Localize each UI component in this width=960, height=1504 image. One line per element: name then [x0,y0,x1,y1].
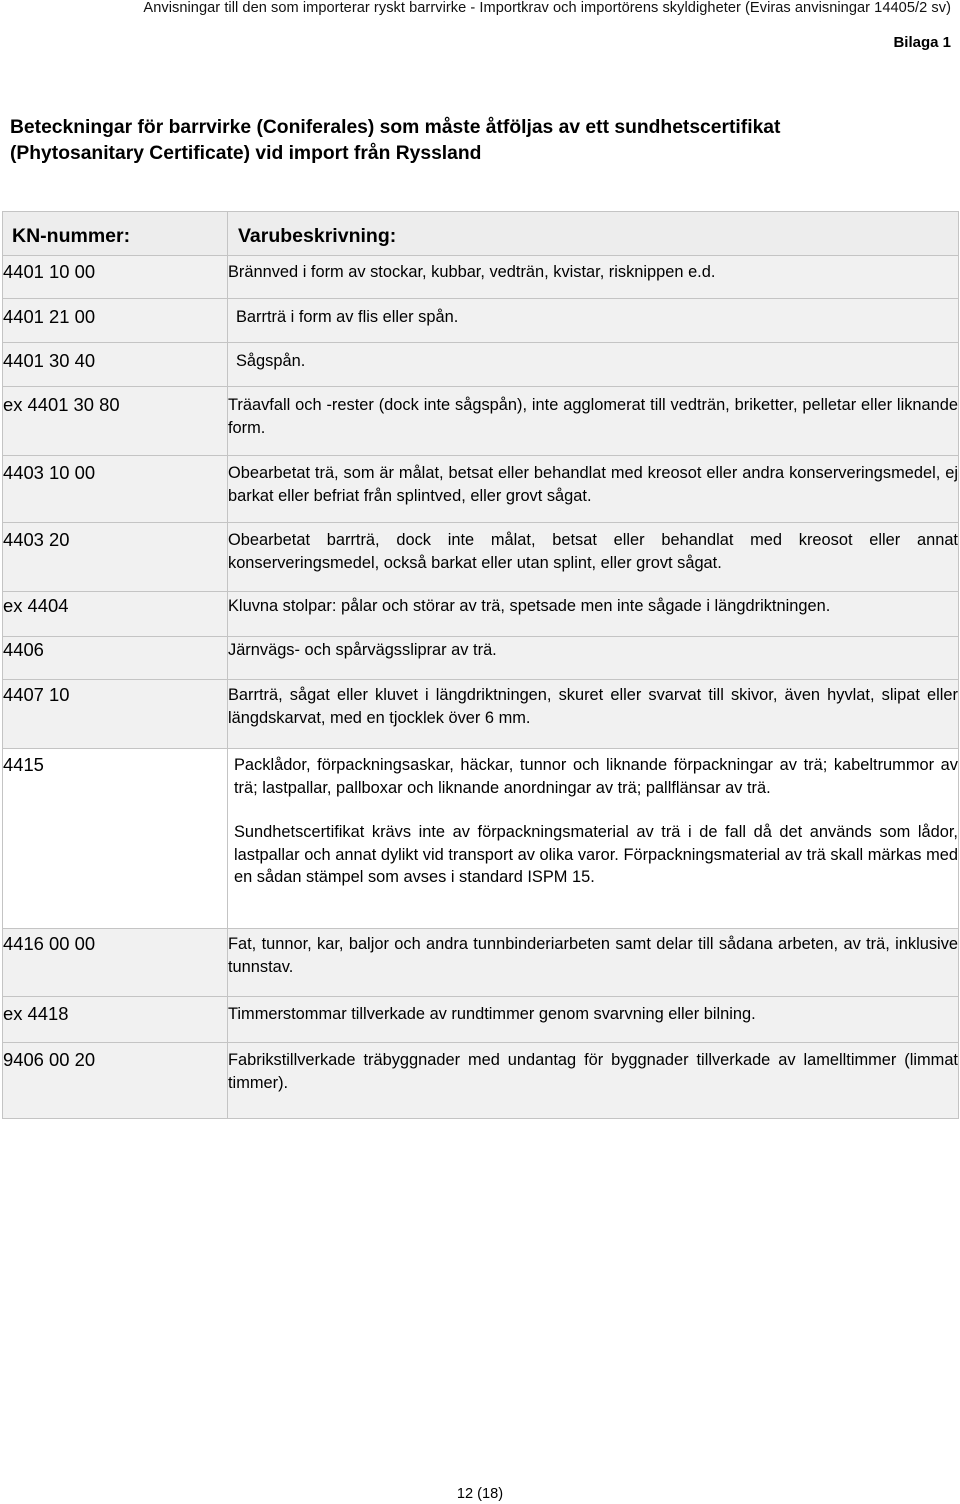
table-row [3,680,959,749]
table-row [3,929,959,997]
description: Sågspån. [228,343,959,387]
col-header-description: Varubeskrivning: [228,212,959,256]
description-note: Sundhetscertifikat krävs inte av förpackningsmaterial av trä i de fall då det används som lådor, lastpallar och annat dylikt vid transport av olika varor. Förpackningsmaterial av trä skall märkas med en sådan stämpel som avses i standard ISPM 15. [234,823,958,886]
kn-code: 4407 10 [3,680,228,749]
title-line-2: (Phytosanitary Certificate) vid import från Ryssland [10,143,482,164]
appendix-label: Bilaga 1 [893,34,951,51]
table-row [3,343,959,387]
table-row [3,1043,959,1119]
col-header-kn-number: KN-nummer: [3,212,228,256]
kn-code-table [2,211,959,1119]
kn-code: 4401 21 00 [3,299,228,343]
description: Fat, tunnor, kar, baljor och andra tunnbinderiarbeten samt delar till sådana arbeten, av trä, inklusive tunnstav. [228,929,959,997]
table-row [3,256,959,299]
table-row [3,749,959,929]
kn-code: 4403 20 [3,523,228,592]
table-header-row [3,212,959,256]
description [228,749,959,929]
kn-code: 4415 [3,749,228,929]
description: Obearbetat barrträ, dock inte målat, betsat eller behandlat med kreosot eller annat konserveringsmedel, också barkat eller utan splint, eller grovt sågat. [228,523,959,592]
description: Träavfall och -rester (dock inte sågspån), inte agglomerat till vedträn, briketter, pelletar eller liknande form. [228,387,959,456]
description: Barrträ, sågat eller kluvet i längdriktningen, skuret eller svarvat till skivor, även hyvlat, slipat eller längdskarvat, med en tjocklek över 6 mm. [228,680,959,749]
description-main: Packlådor, förpackningsaskar, häckar, tunnor och liknande förpackningar av trä; kabeltrummor av trä; lastpallar, pallboxar och liknande anordningar av trä; pallflänsar av trä. [234,756,958,797]
description: Fabrikstillverkade träbyggnader med undantag för byggnader tillverkade av lamelltimmer (limmat timmer). [228,1043,959,1119]
kn-code: ex 4418 [3,997,228,1043]
table-row [3,997,959,1043]
kn-code: 4401 30 40 [3,343,228,387]
kn-code: 4403 10 00 [3,456,228,523]
title-line-1: Beteckningar för barrvirke (Coniferales) som måste åtföljas av ett sundhetscertifikat [10,117,781,138]
table-row [3,637,959,680]
kn-code: 4406 [3,637,228,680]
description: Obearbetat trä, som är målat, betsat eller behandlat med kreosot eller andra konserveringsmedel, ej barkat eller befriat från splintved, eller grovt sågat. [228,456,959,523]
kn-code: ex 4401 30 80 [3,387,228,456]
description: Kluvna stolpar: pålar och störar av trä, spetsade men inte sågade i längdriktningen. [228,592,959,637]
kn-code: 4401 10 00 [3,256,228,299]
description: Timmerstommar tillverkade av rundtimmer genom svarvning eller bilning. [228,997,959,1043]
page-number: 12 (18) [456,1486,504,1502]
description: Brännved i form av stockar, kubbar, vedträn, kvistar, risknippen e.d. [228,256,959,299]
table-row [3,387,959,456]
table-row [3,523,959,592]
description: Järnvägs- och spårvägssliprar av trä. [228,637,959,680]
kn-code: 9406 00 20 [3,1043,228,1119]
kn-code: 4416 00 00 [3,929,228,997]
description: Barrträ i form av flis eller spån. [228,299,959,343]
running-header: Anvisningar till den som importerar ryskt barrvirke - Importkrav och importörens skyldigheter (Eviras anvisningar 14405/2 sv) [143,0,951,16]
kn-code: ex 4404 [3,592,228,637]
table-row [3,299,959,343]
table-row [3,456,959,523]
document-title [10,115,890,167]
table-row [3,592,959,637]
